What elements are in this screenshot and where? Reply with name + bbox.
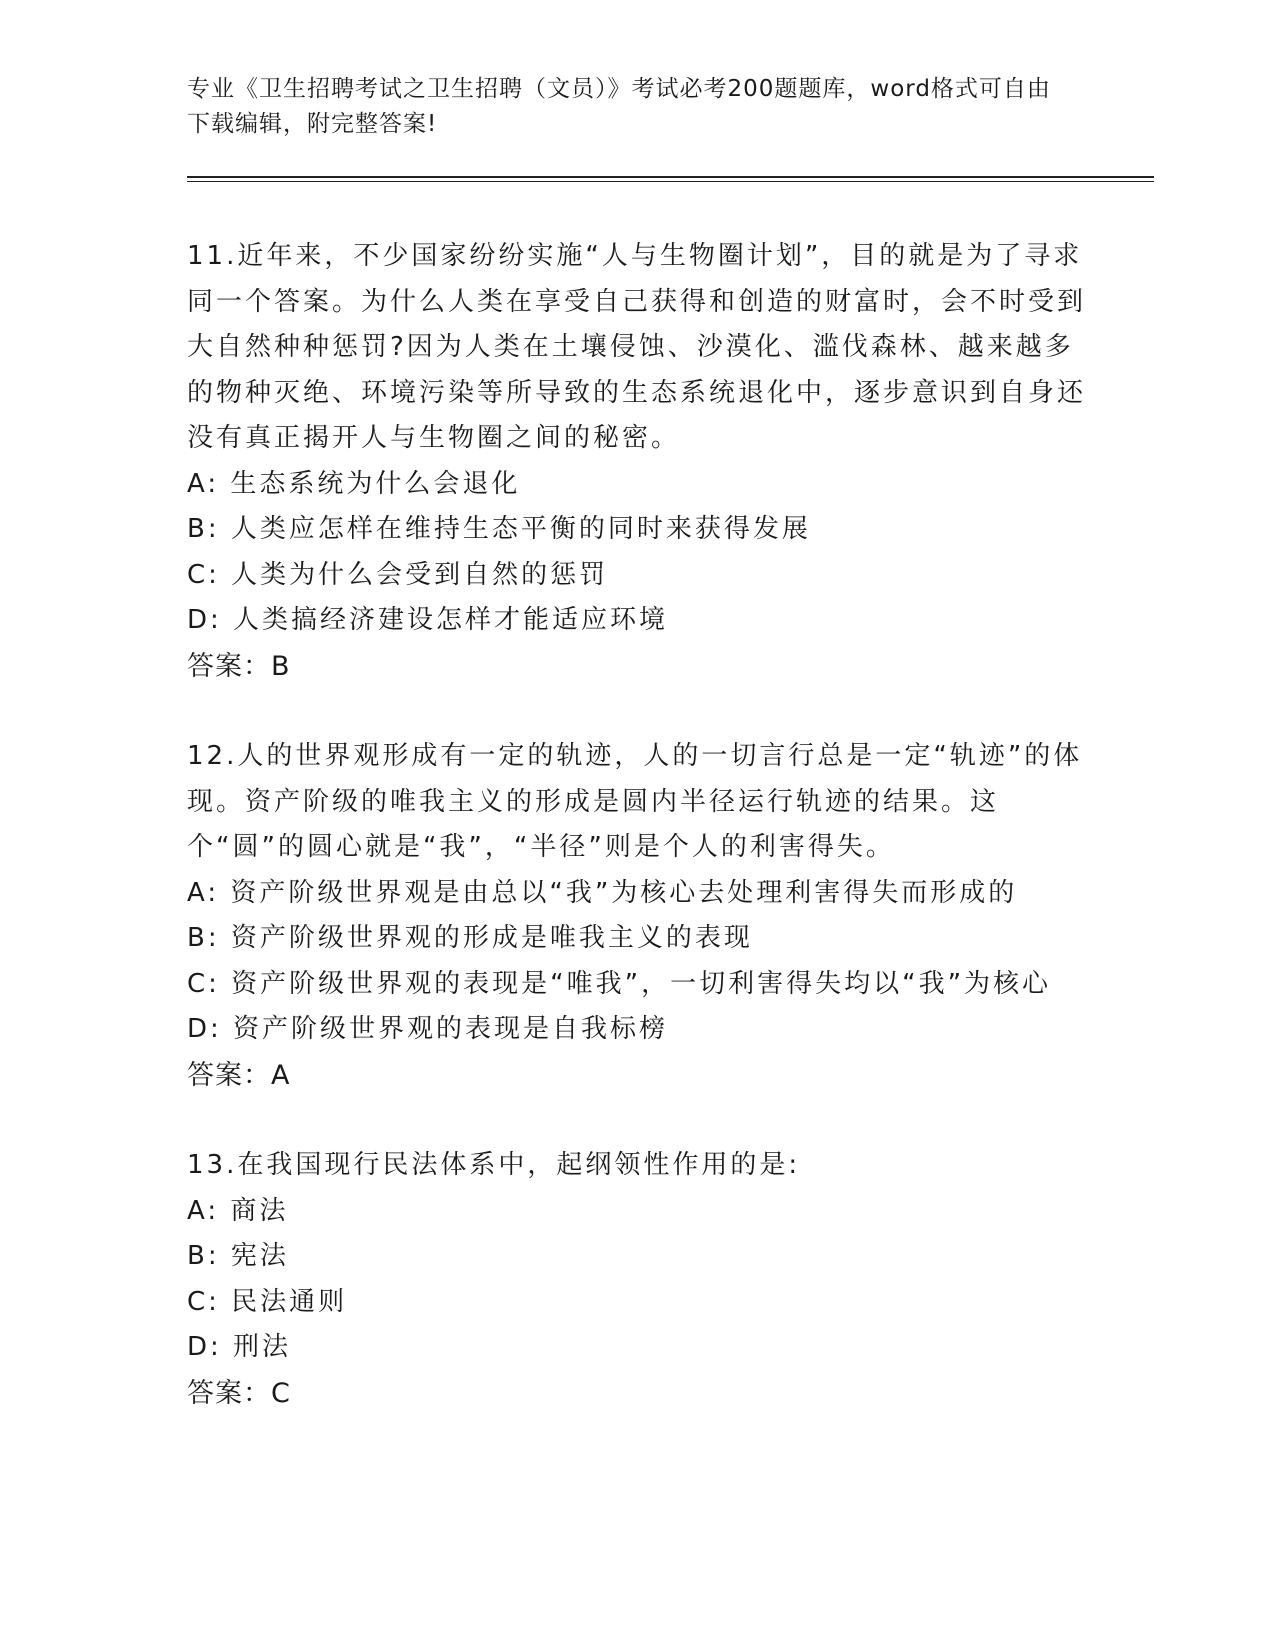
option-c: C: 民法通则 <box>187 1286 348 1317</box>
answer-label: 答案：A <box>187 1059 291 1091</box>
question-stem: 12.人的世界观形成有一定的轨迹，人的一切言行总是一定“轨迹”的体现。资产阶级的唯我主义的形成是圆内半径运行轨迹的结果。这个“圆”的圆心就是“我”，“半径”则是个人的利害得失。 <box>187 741 1083 862</box>
option-d: D: 人类搞经济建设怎样才能适应环境 <box>187 605 669 635</box>
option-b: B: 资产阶级世界观的形成是唯我主义的表现 <box>187 923 753 953</box>
option-c: C: 资产阶级世界观的表现是“唯我”，一切利害得失均以“我”为核心 <box>187 968 1052 999</box>
option-a: A: 商法 <box>187 1195 289 1226</box>
option-d: D: 资产阶级世界观的表现是自我标榜 <box>187 1014 669 1044</box>
answer-label: 答案：B <box>187 650 291 682</box>
option-d: D: 刑法 <box>187 1332 292 1362</box>
option-a: A: 资产阶级世界观是由总以“我”为核心去处理利害得失而形成的 <box>187 877 1018 908</box>
header-divider-thin <box>187 181 1154 182</box>
question-list <box>187 234 1087 1461</box>
question-12 <box>187 734 1087 1098</box>
option-c: C: 人类为什么会受到自然的惩罚 <box>187 559 609 590</box>
option-b: B: 人类应怎样在维持生态平衡的同时来获得发展 <box>187 514 811 544</box>
question-11 <box>187 234 1087 689</box>
option-a: A: 生态系统为什么会退化 <box>187 468 521 499</box>
question-13 <box>187 1143 1087 1416</box>
question-stem: 13.在我国现行民法体系中，起纲领性作用的是: <box>187 1150 801 1180</box>
answer-label: 答案：C <box>187 1377 291 1409</box>
header-divider-thick <box>187 176 1154 178</box>
option-b: B: 宪法 <box>187 1241 289 1271</box>
document-header: 专业《卫生招聘考试之卫生招聘（文员）》考试必考200题题库，word格式可自由下载编辑，附完整答案! <box>187 76 1051 137</box>
question-stem: 11.近年来，不少国家纷纷实施“人与生物圈计划”，目的就是为了寻求同一个答案。为什么人类在享受自己获得和创造的财富时，会不时受到大自然种种惩罚?因为人类在土壤侵蚀、沙漠化、滥伐森林、越来越多的物种灭绝、环境污染等所导致的生态系统退化中，逐步意识到自身还没有真正揭开人与生物圈之间的秘密。 <box>187 241 1087 453</box>
